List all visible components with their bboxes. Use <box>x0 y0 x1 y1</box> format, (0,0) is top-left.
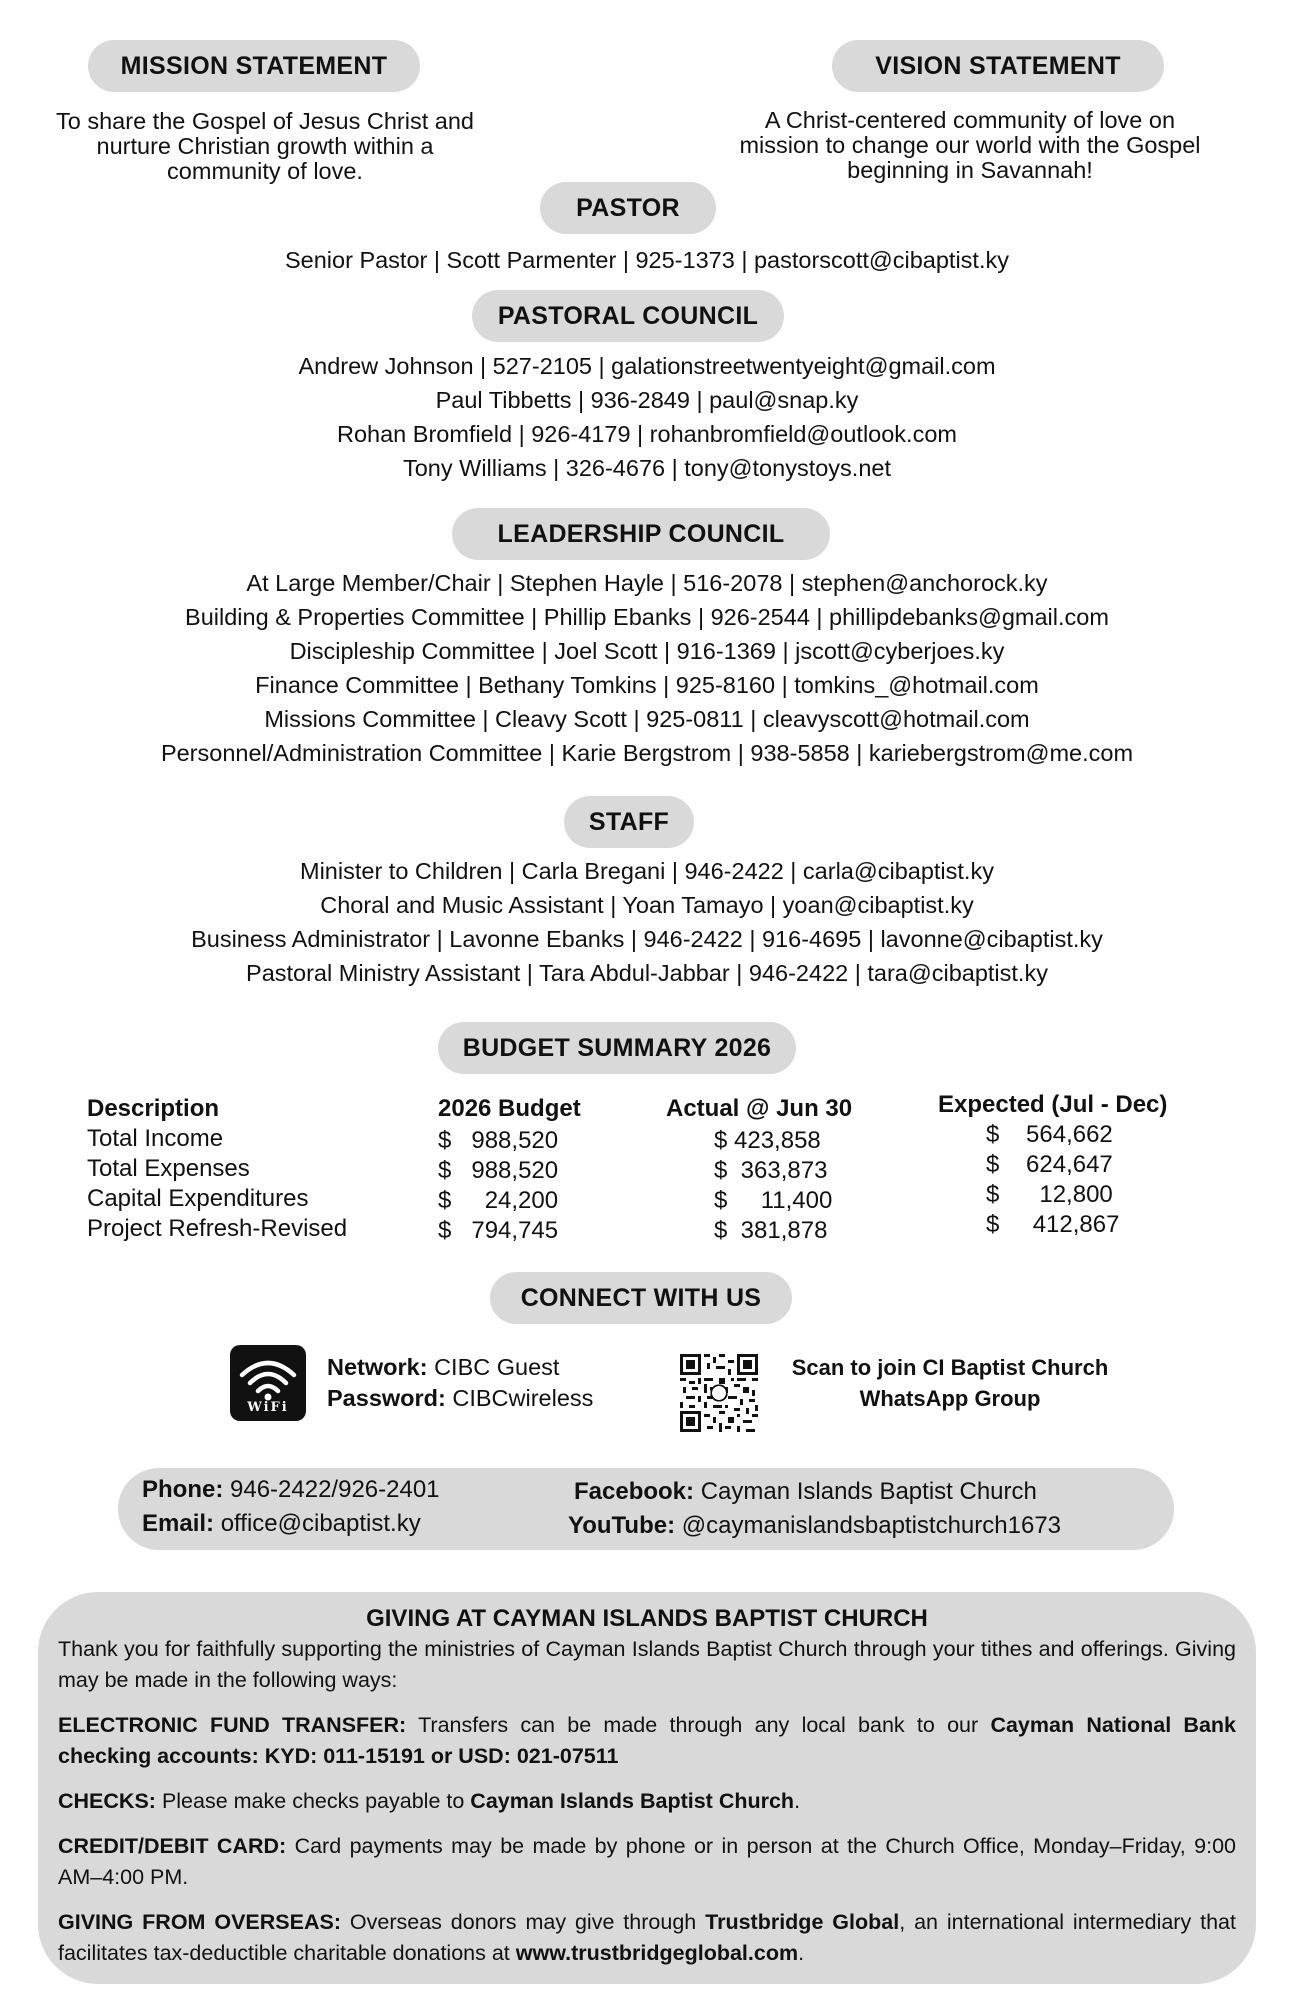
budget-row-expected: $ 12,800 <box>986 1181 1113 1208</box>
giving-intro: Thank you for faithfully supporting the ministries of Cayman Islands Baptist Church through your tithes and offerings. Giving may be made in the following ways: <box>58 1637 1236 1692</box>
whatsapp-qr-code[interactable] <box>680 1354 758 1432</box>
email-value[interactable]: office@cibaptist.ky <box>220 1510 421 1537</box>
leadership-council-entry: Missions Committee | Cleavy Scott | 925-0811 | cleavyscott@hotmail.com <box>264 706 1030 732</box>
contact-youtube <box>568 1509 1061 1543</box>
whatsapp-group-text <box>770 1352 1130 1414</box>
mission-line: nurture Christian growth within a <box>96 133 434 159</box>
giving-panel <box>38 1592 1256 1984</box>
budget-summary-label: BUDGET SUMMARY 2026 <box>462 1033 772 1062</box>
leadership-council-entry: Discipleship Committee | Joel Scott | 916-1369 | jscott@cyberjoes.ky <box>289 638 1005 664</box>
staff-entry: Minister to Children | Carla Bregani | 946-2422 | carla@cibaptist.ky <box>300 858 994 884</box>
staff-list <box>0 854 1294 990</box>
wifi-password <box>327 1383 593 1414</box>
budget-expected-column <box>938 1090 1218 1240</box>
overseas-website[interactable]: www.trustbridgeglobal.com <box>515 1941 799 1965</box>
giving-overseas <box>58 1907 1236 1969</box>
pastoral-council-entry: Tony Williams | 326-4676 | tony@tonystoys.net <box>402 455 891 481</box>
leadership-council-entry: At Large Member/Chair | Stephen Hayle | 516-2078 | stephen@anchorock.ky <box>246 570 1048 596</box>
staff-label: STAFF <box>588 807 670 836</box>
wifi-icon-text: WiFi <box>247 1400 289 1415</box>
vision-statement-text <box>700 108 1240 183</box>
phone-label: Phone: <box>142 1476 224 1503</box>
vision-line: A Christ-centered community of love on <box>764 107 1176 133</box>
eft-accounts: Cayman National Bank checking accounts: KYD: 011-15191 or USD: 021-07511 <box>58 1713 1237 1768</box>
checks-payee: Cayman Islands Baptist Church <box>470 1789 795 1813</box>
checks-end: . <box>794 1789 801 1813</box>
wifi-icon <box>230 1345 306 1421</box>
whatsapp-line: WhatsApp Group <box>859 1386 1041 1411</box>
qr-code-graphic <box>680 1354 758 1432</box>
budget-row-actual: $ 381,878 <box>714 1217 828 1244</box>
staff-heading <box>564 796 694 848</box>
leadership-council-label: LEADERSHIP COUNCIL <box>497 519 785 548</box>
staff-entry: Business Administrator | Lavonne Ebanks | 946-2422 | 916-4695 | lavonne@cibaptist.ky <box>191 926 1103 952</box>
youtube-value[interactable]: @caymanislandsbaptistchurch1673 <box>681 1512 1062 1539</box>
pastoral-council-label: PASTORAL COUNCIL <box>497 301 759 330</box>
pastor-entry: Senior Pastor | Scott Parmenter | 925-1373 | pastorscott@cibaptist.ky <box>284 247 1009 273</box>
password-label: Password: <box>327 1385 446 1411</box>
facebook-label: Facebook: <box>574 1478 695 1505</box>
network-label: Network: <box>327 1354 428 1380</box>
connect-heading <box>490 1272 792 1324</box>
budget-row-desc: Capital Expenditures <box>87 1185 309 1212</box>
mission-line: community of love. <box>167 158 363 184</box>
facebook-value[interactable]: Cayman Islands Baptist Church <box>700 1478 1037 1505</box>
email-label: Email: <box>142 1510 215 1537</box>
eft-label: ELECTRONIC FUND TRANSFER: <box>58 1713 407 1737</box>
overseas-end: . <box>798 1941 805 1965</box>
giving-checks <box>58 1786 1236 1817</box>
mission-statement-text <box>20 109 510 184</box>
pastoral-council-entry: Rohan Bromfield | 926-4179 | rohanbromfield@outlook.com <box>337 421 957 447</box>
giving-title: GIVING AT CAYMAN ISLANDS BAPTIST CHURCH <box>366 1605 928 1632</box>
staff-entry: Choral and Music Assistant | Yoan Tamayo | yoan@cibaptist.ky <box>320 892 974 918</box>
budget-row-budget: $ 988,520 <box>438 1127 559 1154</box>
pastor-heading <box>540 182 716 234</box>
budget-header-actual: Actual @ Jun 30 <box>666 1095 853 1122</box>
staff-entry: Pastoral Ministry Assistant | Tara Abdul-Jabbar | 946-2422 | tara@cibaptist.ky <box>246 960 1048 986</box>
mission-statement-label: MISSION STATEMENT <box>120 51 388 80</box>
leadership-council-entry: Finance Committee | Bethany Tomkins | 925-8160 | tomkins_@hotmail.com <box>255 672 1039 698</box>
budget-row-actual: $ 363,873 <box>714 1157 828 1184</box>
budget-summary-heading <box>438 1022 796 1074</box>
pastoral-council-list <box>0 349 1294 485</box>
budget-header-2026: 2026 Budget <box>438 1095 581 1122</box>
contact-info-panel <box>118 1468 1174 1550</box>
leadership-council-list <box>0 566 1294 770</box>
vision-line: mission to change our world with the Gospel <box>739 132 1201 158</box>
budget-description-column <box>87 1094 427 1244</box>
giving-card <box>58 1831 1236 1893</box>
pastoral-council-entry: Andrew Johnson | 527-2105 | galationstreetwentyeight@gmail.com <box>298 353 996 379</box>
overseas-text: Overseas donors may give through <box>349 1910 697 1934</box>
contact-right-column <box>568 1475 1061 1543</box>
budget-row-actual: $ 423,858 <box>714 1127 821 1154</box>
pastoral-council-heading <box>472 290 784 342</box>
connect-label: CONNECT WITH US <box>520 1283 762 1312</box>
budget-row-desc: Total Income <box>87 1125 224 1152</box>
budget-header-description: Description <box>87 1095 220 1122</box>
overseas-org: Trustbridge Global <box>705 1910 900 1934</box>
budget-header-expected: Expected (Jul - Dec) <box>938 1091 1168 1118</box>
contact-phone <box>142 1473 440 1507</box>
budget-row-budget: $ 988,520 <box>438 1157 559 1184</box>
budget-row-actual: $ 11,400 <box>714 1187 833 1214</box>
leadership-council-entry: Building & Properties Committee | Phillip Ebanks | 926-2544 | phillipdebanks@gmail.com <box>185 604 1109 630</box>
vision-statement-heading <box>832 40 1164 92</box>
vision-statement-label: VISION STATEMENT <box>875 51 1121 80</box>
pastor-label: PASTOR <box>576 193 680 222</box>
whatsapp-line: Scan to join CI Baptist Church <box>791 1355 1109 1380</box>
leadership-council-heading <box>452 508 830 560</box>
mission-statement-heading <box>88 40 420 92</box>
budget-row-budget: $ 794,745 <box>438 1217 559 1244</box>
mission-line: To share the Gospel of Jesus Christ and <box>56 108 474 134</box>
vision-line: beginning in Savannah! <box>847 157 1093 183</box>
leadership-council-entry: Personnel/Administration Committee | Karie Bergstrom | 938-5858 | kariebergstrom@me.com <box>160 740 1134 766</box>
wifi-details <box>327 1352 593 1414</box>
pastor-list <box>0 243 1294 277</box>
contact-facebook <box>568 1475 1061 1509</box>
youtube-label: YouTube: <box>568 1512 676 1539</box>
contact-email <box>142 1507 440 1541</box>
overseas-text-2: , an international intermediary that facilitates tax-deductible charitable donations at <box>58 1910 1236 1965</box>
budget-row-expected: $ 624,647 <box>986 1151 1113 1178</box>
wifi-network <box>327 1352 593 1383</box>
budget-row-expected: $ 564,662 <box>986 1121 1113 1148</box>
budget-actual-column <box>666 1094 886 1246</box>
budget-row-desc: Project Refresh-Revised <box>87 1215 348 1242</box>
card-text: Card payments may be made by phone or in person at the Church Office, Monday–Friday, 9:00 AM–4:00 PM. <box>58 1834 1236 1889</box>
budget-row-desc: Total Expenses <box>87 1155 250 1182</box>
budget-row-budget: $ 24,200 <box>438 1187 559 1214</box>
card-label: CREDIT/DEBIT CARD: <box>58 1834 287 1858</box>
overseas-label: GIVING FROM OVERSEAS: <box>58 1910 341 1934</box>
network-value: CIBC Guest <box>434 1354 560 1380</box>
giving-eft <box>58 1710 1236 1772</box>
contact-left-column <box>142 1473 440 1541</box>
eft-text: Transfers can be made through any local bank to our <box>418 1713 979 1737</box>
budget-2026-column <box>438 1094 618 1246</box>
pastoral-council-entry: Paul Tibbetts | 936-2849 | paul@snap.ky <box>435 387 859 413</box>
phone-value[interactable]: 946-2422/926-2401 <box>230 1476 440 1503</box>
checks-text: Please make checks payable to <box>161 1789 465 1813</box>
budget-row-expected: $ 412,867 <box>986 1211 1120 1238</box>
password-value: CIBCwireless <box>452 1385 594 1411</box>
checks-label: CHECKS: <box>58 1789 156 1813</box>
